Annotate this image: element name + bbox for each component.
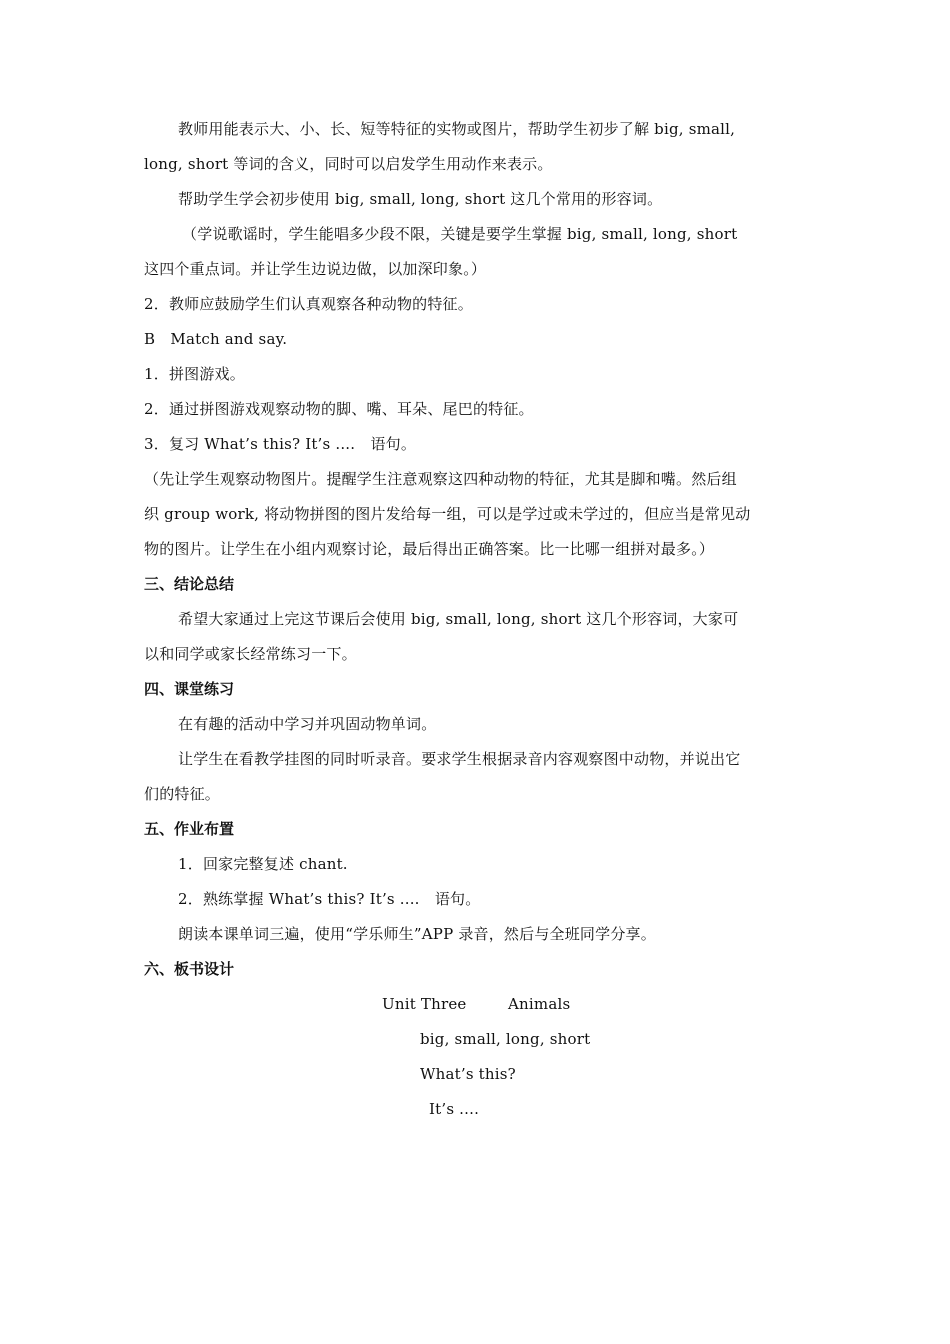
board-topic: Animals bbox=[508, 995, 571, 1013]
board-unit: Unit Three bbox=[382, 995, 467, 1013]
paragraph-line: （学说歌谣时，学生能唱多少段不限，关键是要学生掌握 big, small, long, short bbox=[182, 225, 738, 243]
paragraph-line: 3．复习 What’s this? It’s .... 语句。 bbox=[144, 435, 417, 453]
paragraph-line: B Match and say. bbox=[144, 330, 288, 348]
board-words-row bbox=[144, 1022, 808, 1057]
board-question-row bbox=[144, 1057, 808, 1092]
board-title-row bbox=[144, 987, 808, 1022]
paragraph-line: 这四个重点词。并让学生边说边做，以加深印象。） bbox=[144, 260, 487, 278]
homework-item: 2．熟练掌握 What’s this? It’s .... 语句。 bbox=[178, 890, 481, 908]
paragraph-line: 物的图片。让学生在小组内观察讨论，最后得出正确答案。比一比哪一组拼对最多。） bbox=[144, 540, 715, 558]
board-words: big, small, long, short bbox=[420, 1030, 591, 1048]
section-heading-conclusion: 三、结论总结 bbox=[144, 575, 235, 593]
paragraph-line: 教师用能表示大、小、长、短等特征的实物或图片，帮助学生初步了解 big, small, bbox=[178, 120, 736, 138]
paragraph-line: 让学生在看教学挂图的同时听录音。要求学生根据录音内容观察图中动物，并说出它 bbox=[178, 750, 741, 768]
homework-item: 朗读本课单词三遍，使用“学乐师生”APP 录音，然后与全班同学分享。 bbox=[178, 925, 656, 943]
paragraph-line: 2．教师应鼓励学生们认真观察各种动物的特征。 bbox=[144, 295, 473, 313]
paragraph-line: 在有趣的活动中学习并巩固动物单词。 bbox=[178, 715, 437, 733]
board-answer-row bbox=[144, 1092, 808, 1127]
paragraph-line: 帮助学生学会初步使用 big, small, long, short 这几个常用的形容词。 bbox=[178, 190, 663, 208]
board-answer: It’s .... bbox=[429, 1100, 480, 1118]
board-question: What’s this? bbox=[420, 1065, 516, 1083]
paragraph-line: 织 group work, 将动物拼图的图片发给每一组，可以是学过或未学过的，但应当是常见动 bbox=[144, 505, 751, 523]
section-heading-board-design: 六、板书设计 bbox=[144, 960, 235, 978]
section-heading-practice: 四、课堂练习 bbox=[144, 680, 235, 698]
paragraph-line: 2．通过拼图游戏观察动物的脚、嘴、耳朵、尾巴的特征。 bbox=[144, 400, 534, 418]
paragraph-line: 们的特征。 bbox=[144, 785, 221, 803]
paragraph-line: （先让学生观察动物图片。提醒学生注意观察这四种动物的特征，尤其是脚和嘴。然后组 bbox=[144, 470, 737, 488]
paragraph-line: 1．拼图游戏。 bbox=[144, 365, 245, 383]
document-body bbox=[144, 112, 808, 1127]
paragraph-line: long, short 等词的含义，同时可以启发学生用动作来表示。 bbox=[144, 155, 553, 173]
section-heading-homework: 五、作业布置 bbox=[144, 820, 235, 838]
paragraph-line: 希望大家通过上完这节课后会使用 big, small, long, short 这几个形容词，大家可 bbox=[178, 610, 739, 628]
homework-item: 1．回家完整复述 chant. bbox=[178, 855, 348, 873]
paragraph-line: 以和同学或家长经常练习一下。 bbox=[144, 645, 357, 663]
